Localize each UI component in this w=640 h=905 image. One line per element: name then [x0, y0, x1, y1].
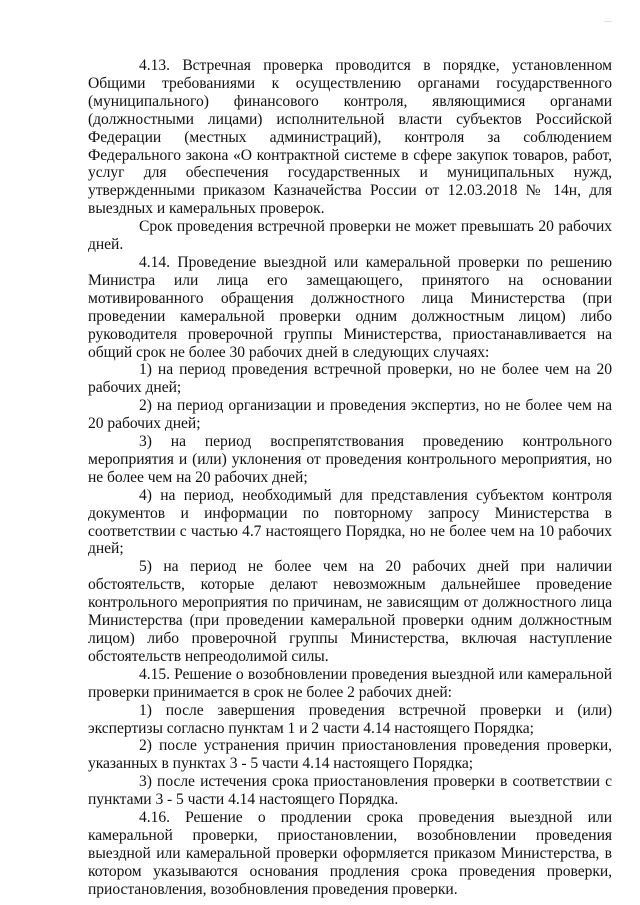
paragraph-4-16: 4.16. Решение о продлении срока проведения выездной или камеральной проверки, приостановлении, возобновлении проведения выездной или камеральной проверки оформляется приказом Министерства, в котором указываются основания продления срока проведения проверки, приостановления, возобновления проведения проверки. — [88, 809, 612, 898]
document-page — [88, 57, 612, 899]
paragraph-4-14-item-4: 4) на период, необходимый для представления субъектом контроля документов и информации по повторному запросу Министерства в соответствии с частью 4.7 настоящего Порядка, но не более чем на 10 рабочих дней; — [88, 486, 612, 558]
paragraph-4-14-item-3: 3) на период воспрепятствования проведению контрольного мероприятия и (или) уклонения от проведения контрольного мероприятия, но не более чем на 20 рабочих дней; — [88, 433, 612, 486]
corner-mark: — — [604, 16, 612, 25]
paragraph-4-15-item-1: 1) после завершения проведения встречной проверки и (или) экспертизы согласно пунктам 1 и 2 части 4.14 настоящего Порядка; — [88, 701, 612, 737]
paragraph-4-13-term: Срок проведения встречной проверки не может превышать 20 рабочих дней. — [88, 218, 612, 254]
paragraph-4-14-item-2: 2) на период организации и проведения экспертиз, но не более чем на 20 рабочих дней; — [88, 397, 612, 433]
paragraph-4-15: 4.15. Решение о возобновлении проведения выездной или камеральной проверки принимается в срок не более 2 рабочих дней: — [88, 665, 612, 701]
paragraph-4-15-item-2: 2) после устранения причин приостановления проведения проверки, указанных в пунктах 3 - 5 части 4.14 настоящего Порядка; — [88, 737, 612, 773]
paragraph-4-14-item-1: 1) на период проведения встречной проверки, но не более чем на 20 рабочих дней; — [88, 361, 612, 397]
paragraph-4-14: 4.14. Проведение выездной или камеральной проверки по решению Министра или лица его замещающего, принятого на основании мотивированного обращения должностного лица Министерства (при проведении камеральной проверки одним должностным лицом) либо руководителя проверочной группы Министерства, приостанавливается на общий срок не более 30 рабочих дней в следующих случаях: — [88, 253, 612, 361]
paragraph-4-14-item-5: 5) на период не более чем на 20 рабочих дней при наличии обстоятельств, которые делают невозможным дальнейшее проведение контрольного мероприятия по причинам, не зависящим от должностного лица Министерства (при проведении камеральной проверки одним должностным лицом) либо проверочной группы Министерства, включая наступление обстоятельств непреодолимой силы. — [88, 558, 612, 665]
paragraph-4-15-item-3: 3) после истечения срока приостановления проверки в соответствии с пунктами 3 - 5 части 4.14 настоящего Порядка. — [88, 773, 612, 809]
paragraph-4-13: 4.13. Встречная проверка проводится в порядке, установленном Общими требованиями к осуществлению органами государственного (муниципального) финансового контроля, являющимися органами (должностными лицами) исполнительной власти субъектов Российской Федерации (местных администраций), контроля за соблюдением Федерального закона «О контрактной системе в сфере закупок товаров, работ, услуг для обеспечения государственных и муниципальных нужд, утвержденными приказом Казначейства России от 12.03.2018 № 14н, для выездных и камеральных проверок. — [88, 57, 612, 218]
